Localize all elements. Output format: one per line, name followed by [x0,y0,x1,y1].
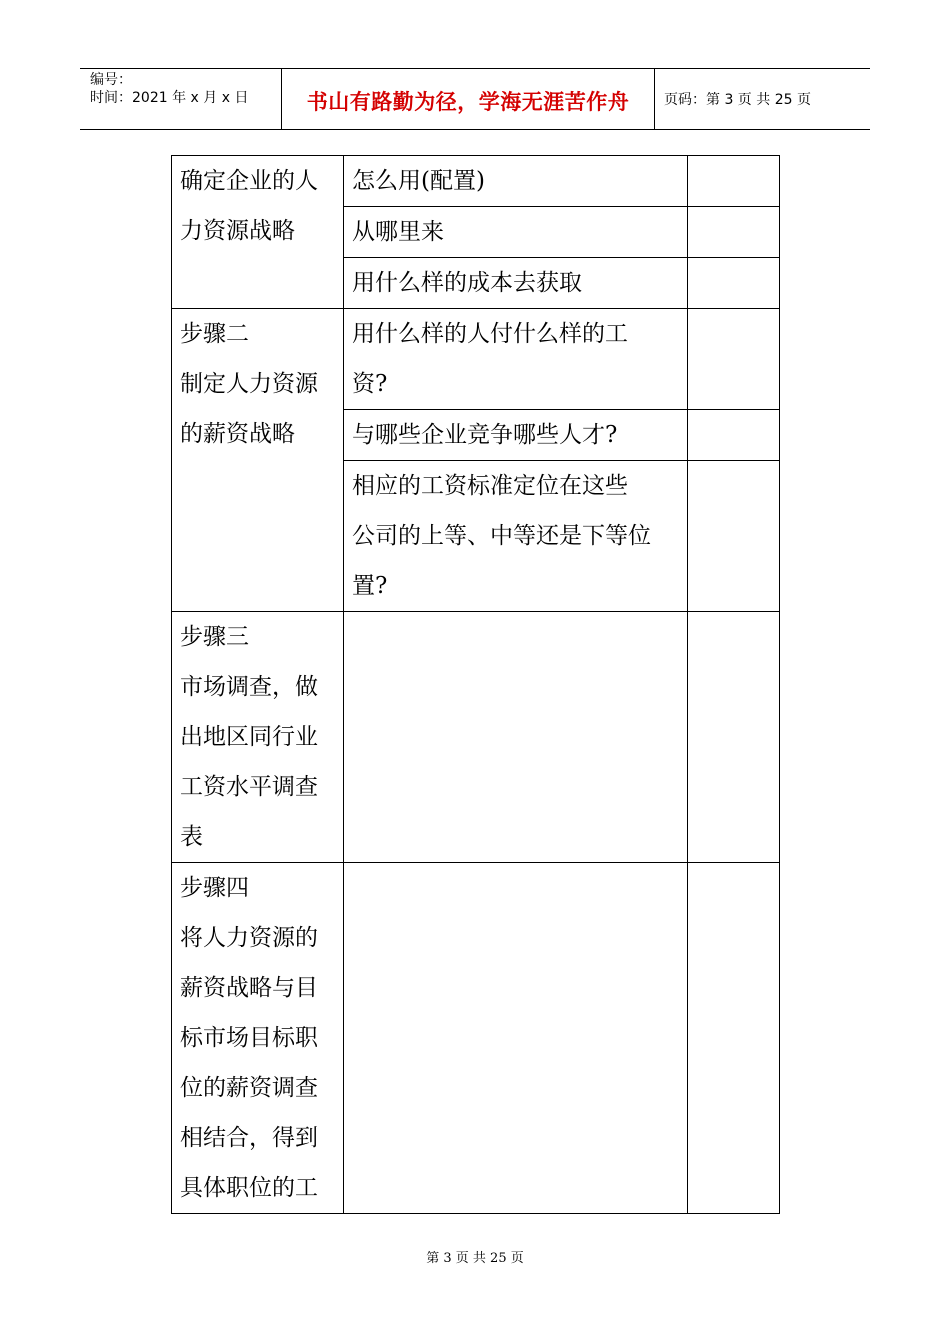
empty-cell [344,612,688,863]
step-text-line: 具体职位的工 [180,1175,318,1201]
detail-text: 怎么用(配置) [352,168,485,194]
step-cell [172,863,344,1214]
strategy-steps-table [171,155,780,1214]
detail-cell [344,410,688,461]
document-number-label: 编号： [90,72,132,88]
table-row [172,612,780,863]
step-text-line: 表 [180,824,203,850]
step-cell [172,612,344,863]
step-cell [172,156,344,309]
empty-cell [688,410,780,461]
step-text-line: 相结合，得到 [180,1125,318,1151]
empty-cell [688,156,780,207]
empty-cell [688,612,780,863]
step-text-line: 市场调查，做 [180,674,318,700]
detail-text: 用什么样的人付什么样的工 [352,321,628,347]
empty-cell [688,309,780,410]
header-page-number: 页码：第 3 页 共 25 页 [664,92,811,108]
empty-cell [688,863,780,1214]
detail-text: 与哪些企业竞争哪些人才? [352,422,618,448]
detail-text: 公司的上等、中等还是下等位 [352,523,651,549]
detail-cell [344,207,688,258]
step-text-line: 步骤四 [180,875,249,901]
detail-text: 相应的工资标准定位在这些 [352,473,628,499]
step-text-line: 步骤三 [180,624,249,650]
header-divider [654,69,655,129]
table-row [172,863,780,1214]
step-text-line: 将人力资源的 [180,925,318,951]
step-text-line: 制定人力资源 [180,371,318,397]
header-meta [90,71,248,107]
detail-text: 资? [352,371,388,397]
table-row [172,309,780,410]
detail-text: 用什么样的成本去获取 [352,270,582,296]
step-text-line: 步骤二 [180,321,249,347]
step-text-line: 确定企业的人 [180,168,318,194]
step-text-line: 出地区同行业 [180,724,318,750]
header-motto: 书山有路勤为径，学海无涯苦作舟 [306,90,630,114]
table-row [172,156,780,207]
detail-cell [344,309,688,410]
step-text-line: 力资源战略 [180,218,295,244]
detail-cell [344,156,688,207]
step-text-line: 标市场目标职 [180,1025,318,1051]
step-text-line: 的薪资战略 [180,421,295,447]
empty-cell [344,863,688,1214]
detail-cell [344,258,688,309]
empty-cell [688,207,780,258]
detail-text: 置? [352,573,388,599]
step-text-line: 位的薪资调查 [180,1075,318,1101]
document-time-label: 时间：2021 年 x 月 x 日 [90,90,249,106]
step-text-line: 工资水平调查 [180,774,318,800]
detail-cell [344,461,688,612]
empty-cell [688,461,780,612]
page-footer: 第 3 页 共 25 页 [426,1251,524,1266]
step-text-line: 薪资战略与目 [180,975,318,1001]
page-header [80,68,870,130]
step-cell [172,309,344,612]
detail-text: 从哪里来 [352,219,444,245]
empty-cell [688,258,780,309]
